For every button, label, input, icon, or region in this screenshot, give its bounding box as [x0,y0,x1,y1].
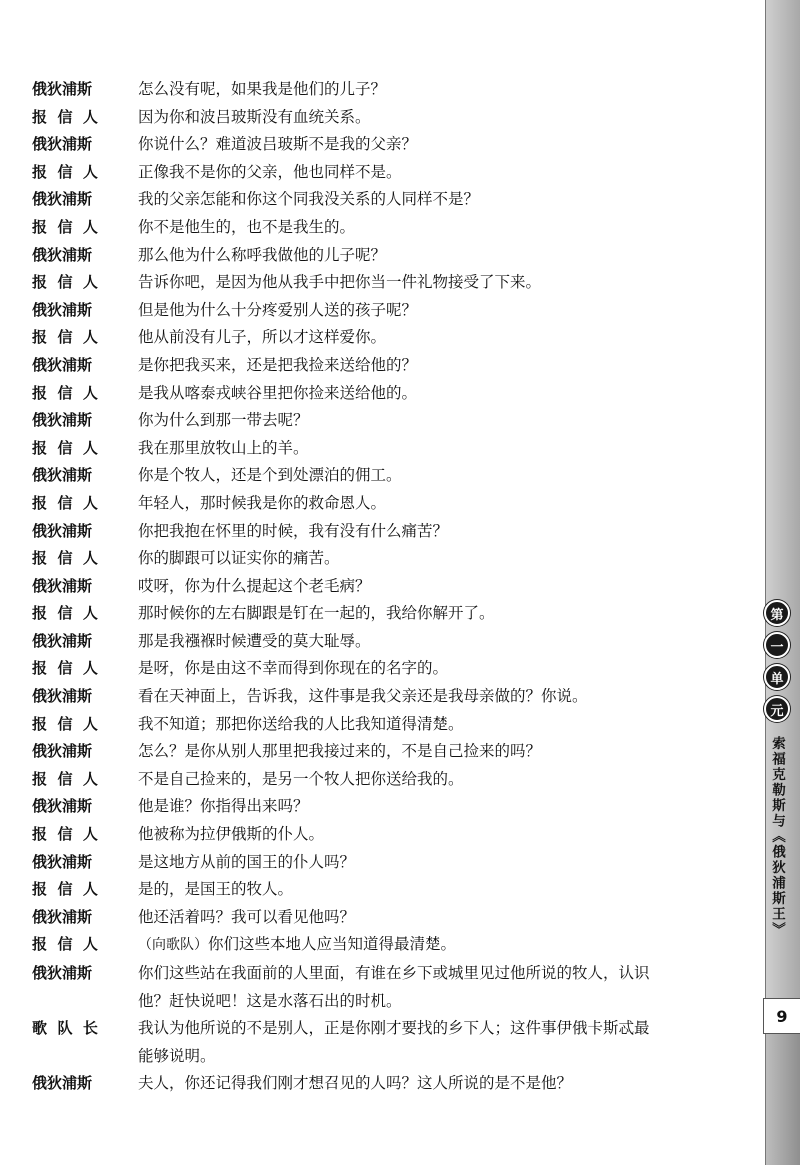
speech-text [138,655,732,683]
speech-text [138,821,732,849]
speech-content: 但是他为什么十分疼爱别人送的孩子呢？ [138,300,418,319]
speaker-name: 报 信 人 [32,659,98,678]
speech-content: 你不是他生的，也不是我生的。 [138,217,356,236]
speaker-name: 报 信 人 [32,825,98,844]
speech-text [138,738,732,766]
speech-text [138,518,732,546]
speech-text [138,766,732,794]
dialogue-line [32,380,732,408]
speech-content: 你们这些本地人应当知道得最清楚。 [208,935,457,954]
speaker-name: 俄狄浦斯 [32,1074,93,1093]
dialogue-line [32,518,732,546]
speaker-name: 俄狄浦斯 [32,852,93,871]
speech-content: 他是谁？你指得出来吗？ [138,797,309,816]
dialogue-text [32,76,732,1098]
speaker-name: 俄狄浦斯 [32,742,93,761]
speaker-name: 俄狄浦斯 [32,135,93,154]
speech-text [138,545,732,573]
dialogue-line [32,988,732,1016]
speaker-name: 歌 队 长 [32,1019,98,1038]
speaker-name: 报 信 人 [32,935,98,954]
speaker-name: 报 信 人 [32,493,98,512]
speech-content: 告诉你吧，是因为他从我手中把你当一件礼物接受了下来。 [138,273,542,292]
speaker-name: 俄狄浦斯 [32,907,93,926]
speaker-name: 俄狄浦斯 [32,797,93,816]
speech-text [138,159,732,187]
speech-content: 怎么？是你从别人那里把我接过来的，不是自己捡来的吗？ [138,742,542,761]
speaker-name: 报 信 人 [32,383,98,402]
dialogue-line [32,683,732,711]
speech-text [138,407,732,435]
dialogue-line [32,186,732,214]
speech-text [138,104,732,132]
unit-char: 元 [764,696,790,722]
speaker-name: 俄狄浦斯 [32,466,93,485]
running-book-title: 索福克勒斯与《俄狄浦斯王》 [769,736,785,938]
dialogue-line [32,876,732,904]
dialogue-line [32,76,732,104]
speech-content: 是我从喀泰戎峡谷里把你捡来送给他的。 [138,383,418,402]
speech-text [138,352,732,380]
dialogue-line [32,214,732,242]
unit-char: 一 [764,632,790,658]
speech-content: 你为什么到那一带去呢？ [138,411,309,430]
speech-content: 是你把我买来，还是把我捡来送给他的？ [138,355,418,374]
speech-text [138,214,732,242]
speech-text [138,297,732,325]
speech-text [138,960,732,988]
speech-text [138,490,732,518]
speech-content: 能够说明。 [138,1046,216,1065]
dialogue-line [32,269,732,297]
speech-content: 哎呀，你为什么提起这个老毛病？ [138,576,371,595]
speaker-name: 俄狄浦斯 [32,576,93,595]
speech-content: 他从前没有儿子，所以才这样爱你。 [138,328,387,347]
dialogue-line [32,766,732,794]
dialogue-line [32,407,732,435]
dialogue-line [32,352,732,380]
speaker-name: 报 信 人 [32,714,98,733]
dialogue-line [32,655,732,683]
page-number: 9 [763,998,800,1034]
speech-text [138,131,732,159]
speech-text [138,904,732,932]
speaker-name: 报 信 人 [32,769,98,788]
speaker-name: 俄狄浦斯 [32,80,93,98]
speech-text [138,1043,732,1071]
speech-content: 那时候你的左右脚跟是钉在一起的，我给你解开了。 [138,604,495,623]
dialogue-line [32,821,732,849]
speaker-name: 俄狄浦斯 [32,521,93,540]
speech-content: 你说什么？难道波吕玻斯不是我的父亲？ [138,135,418,154]
speech-content: 我认为他所说的不是别人，正是你刚才要找的乡下人；这件事伊俄卡斯忒最 [138,1019,650,1038]
dialogue-line [32,242,732,270]
speaker-name: 报 信 人 [32,438,98,457]
dialogue-line [32,793,732,821]
speech-text [138,324,732,352]
dialogue-line [32,931,732,960]
speech-text [138,600,732,628]
dialogue-line [32,1015,732,1043]
unit-char: 单 [764,664,790,690]
speech-content: 那是我襁褓时候遭受的莫大耻辱。 [138,631,371,650]
speech-content: 看在天神面上，告诉我，这件事是我父亲还是我母亲做的？你说。 [138,687,588,706]
dialogue-line [32,324,732,352]
dialogue-line [32,104,732,132]
speech-text [138,435,732,463]
speech-content: 他被称为拉伊俄斯的仆人。 [138,825,325,844]
speech-text [138,380,732,408]
speaker-name: 俄狄浦斯 [32,631,93,650]
stage-direction: （向歌队） [138,937,208,954]
speech-content: 是的，是国王的牧人。 [138,880,294,899]
speech-text [138,242,732,270]
speech-content: 他？赶快说吧！这是水落石出的时机。 [138,991,402,1010]
speech-text [138,931,732,960]
unit-char: 第 [764,600,790,626]
dialogue-line [32,131,732,159]
dialogue-line [32,628,732,656]
dialogue-line [32,1043,732,1071]
speech-content: 是这地方从前的国王的仆人吗？ [138,852,356,871]
dialogue-line [32,960,732,988]
speech-content: 是呀，你是由这不幸而得到你现在的名字的。 [138,659,449,678]
speaker-name: 俄狄浦斯 [32,411,93,430]
speech-text [138,711,732,739]
speech-text [138,462,732,490]
speech-content: 我不知道；那把你送给我的人比我知道得清楚。 [138,714,464,733]
speaker-name: 俄狄浦斯 [32,687,93,706]
speech-text [138,1015,732,1043]
speaker-name: 报 信 人 [32,162,98,181]
speaker-name: 俄狄浦斯 [32,190,93,209]
speech-content: 那么他为什么称呼我做他的儿子呢？ [138,245,387,264]
dialogue-line [32,711,732,739]
dialogue-line [32,904,732,932]
speaker-name: 报 信 人 [32,107,98,126]
speech-content: 怎么没有呢，如果我是他们的儿子？ [138,80,387,98]
speech-content: 他还活着吗？我可以看见他吗？ [138,907,356,926]
dialogue-line [32,297,732,325]
speech-text [138,876,732,904]
speech-content: 年轻人，那时候我是你的救命恩人。 [138,493,387,512]
dialogue-line [32,462,732,490]
dialogue-line [32,435,732,463]
speech-text [138,628,732,656]
speaker-name: 报 信 人 [32,549,98,568]
speech-content: 不是自己捡来的，是另一个牧人把你送给我的。 [138,769,464,788]
speaker-name: 报 信 人 [32,273,98,292]
dialogue-line [32,600,732,628]
speech-content: 你们这些站在我面前的人里面，有谁在乡下或城里见过他所说的牧人，认识 [138,964,650,982]
speech-content: 正像我不是你的父亲，他也同样不是。 [138,162,402,181]
unit-label [760,600,794,938]
dialogue-line [32,849,732,877]
speech-content: 夫人，你还记得我们刚才想召见的人吗？这人所说的是不是他？ [138,1074,573,1093]
speech-text [138,988,732,1016]
dialogue-line [32,573,732,601]
speech-content: 你的脚跟可以证实你的痛苦。 [138,549,340,568]
dialogue-line [32,490,732,518]
speech-content: 你是个牧人，还是个到处漂泊的佣工。 [138,466,402,485]
speaker-name: 俄狄浦斯 [32,355,93,374]
speaker-name: 报 信 人 [32,217,98,236]
speech-text [138,793,732,821]
speaker-name: 俄狄浦斯 [32,300,93,319]
speaker-name: 俄狄浦斯 [32,245,93,264]
speech-text [138,683,732,711]
dialogue-line [32,545,732,573]
speaker-name: 报 信 人 [32,880,98,899]
speech-text [138,269,732,297]
speech-text [138,76,732,104]
speech-text [138,186,732,214]
speech-text [138,849,732,877]
speech-text [138,1070,732,1098]
speaker-name: 俄狄浦斯 [32,964,93,982]
dialogue-line [32,159,732,187]
speech-content: 你把我抱在怀里的时候，我有没有什么痛苦？ [138,521,449,540]
speech-content: 我的父亲怎能和你这个同我没关系的人同样不是？ [138,190,480,209]
dialogue-line [32,738,732,766]
speech-text [138,573,732,601]
dialogue-line [32,1070,732,1098]
speaker-name: 报 信 人 [32,604,98,623]
speech-content: 因为你和波吕玻斯没有血统关系。 [138,107,371,126]
speech-content: 我在那里放牧山上的羊。 [138,438,309,457]
speaker-name: 报 信 人 [32,328,98,347]
